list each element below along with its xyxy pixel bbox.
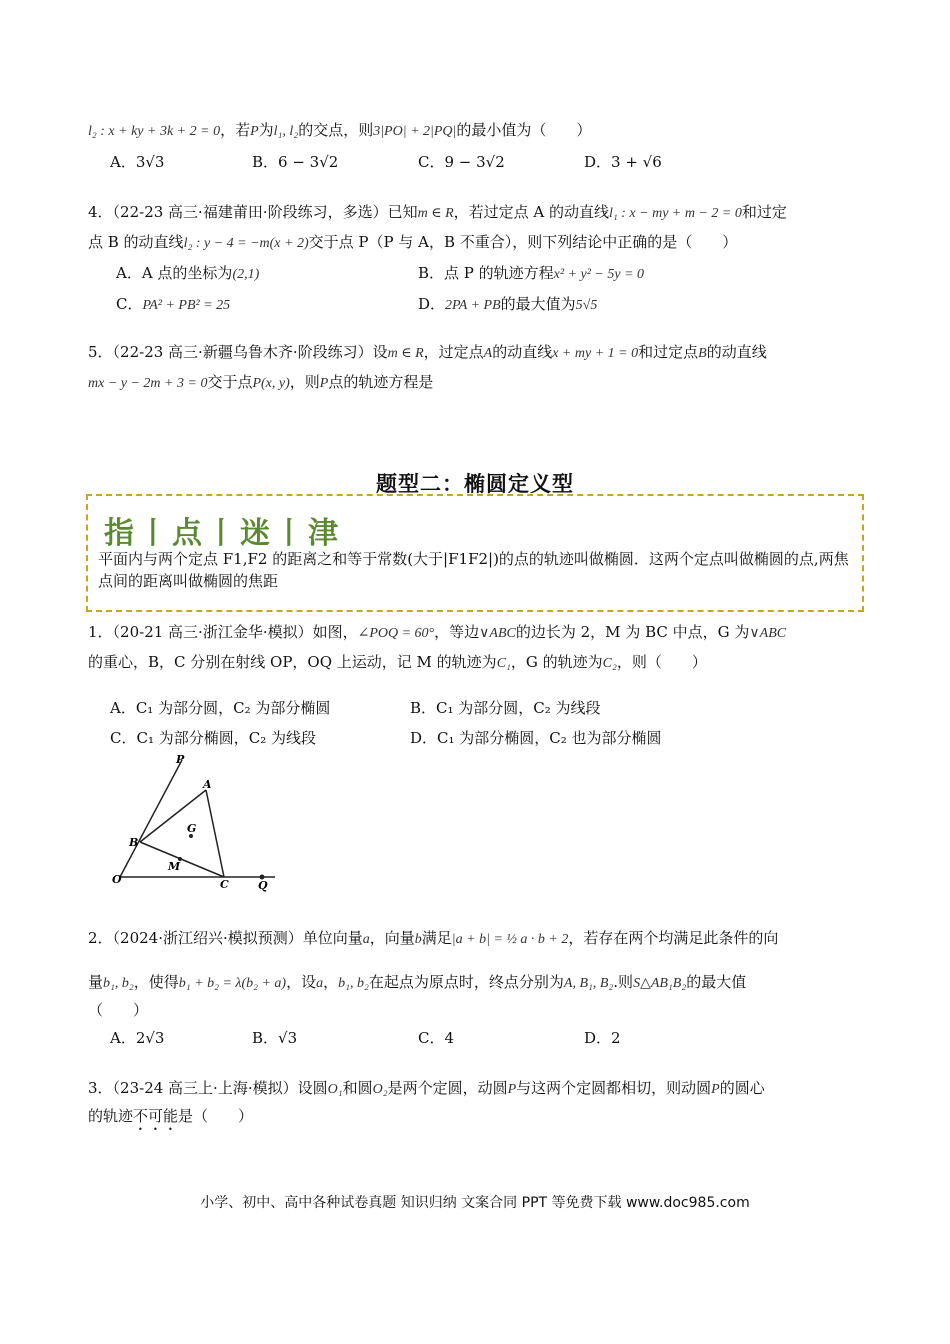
- side-ac: [206, 790, 224, 877]
- q3-option-c: C．9 − 3√2: [418, 153, 505, 171]
- tip-heading: 指丨点丨迷丨津: [104, 516, 342, 551]
- q4-line1: 4．（22-23 高三·福建莆田·阶段练习，多选）已知m ∈ R，若过定点 A 的动直线l₁ : x − my + m − 2 = 0和过定: [88, 203, 787, 221]
- p3-line1: 3．（23-24 高三上·上海·模拟）设圆O₁和圆O₂是两个定圆，动圆P与这两个定圆都相切，则动圆P的圆心: [88, 1079, 765, 1097]
- q5-line1: 5．（22-23 高三·新疆乌鲁木齐·阶段练习）设m ∈ R，过定点A的动直线x + my + 1 = 0和过定点B的动直线: [88, 343, 767, 361]
- q4-option-a: A．A 点的坐标为(2,1): [116, 264, 260, 282]
- triangle-figure: [110, 752, 280, 892]
- section-title: 题型二：椭圆定义型: [376, 472, 574, 496]
- p2-option-a: A．2√3: [110, 1029, 165, 1047]
- label-c: C: [220, 878, 229, 891]
- p2-option-b: B．√3: [252, 1029, 298, 1047]
- label-g: G: [187, 822, 197, 835]
- p1-line1: 1．（20-21 高三·浙江金华·模拟）如图，∠POQ = 60°，等边∨ABC的边长为 2，M 为 BC 中点，G 为∨ABC: [88, 623, 787, 641]
- label-o: O: [112, 873, 122, 886]
- page-footer: 小学、初中、高中各种试卷真题 知识归纳 文案合同 PPT 等免费下载 www.doc985.com: [200, 1195, 750, 1211]
- p2-line2: 量b₁, b₂，使得b₁ + b₂ = λ(b₂ + a)，设a，b₁, b₂在起点为原点时，终点分别为A, B₁, B₂.则S△AB₁B₂的最大值: [88, 973, 747, 991]
- p1-option-d: D．C₁ 为部分椭圆，C₂ 也为部分椭圆: [410, 729, 662, 747]
- p1-option-b: B．C₁ 为部分圆，C₂ 为线段: [410, 699, 601, 717]
- q3-option-d: D．3 + √6: [584, 153, 662, 171]
- p1-line2: 的重心，B，C 分别在射线 OP，OQ 上运动，记 M 的轨迹为C₁，G 的轨迹为C₂，则（ ）: [88, 653, 707, 671]
- q3-option-a: A．3√3: [110, 153, 165, 171]
- p1-option-a: A．C₁ 为部分圆，C₂ 为部分椭圆: [110, 699, 331, 717]
- p2-line1: 2．（2024·浙江绍兴·模拟预测）单位向量a，向量b满足|a + b| = ½ a · b + 2，若存在两个均满足此条件的向: [88, 929, 779, 947]
- q4-option-b: B．点 P 的轨迹方程x² + y² − 5y = 0: [418, 264, 645, 282]
- label-a: A: [203, 778, 212, 791]
- q4-option-d: D．2PA + PB的最大值为5√5: [418, 295, 598, 313]
- q5-line2: mx − y − 2m + 3 = 0交于点P(x, y)，则P点的轨迹方程是: [88, 373, 434, 391]
- q4-option-c: C．PA² + PB² = 25: [116, 295, 231, 313]
- p1-option-c: C．C₁ 为部分椭圆，C₂ 为线段: [110, 729, 316, 747]
- label-p: P: [176, 753, 185, 766]
- label-m: M: [168, 860, 181, 873]
- q3-line1: l₂ : x + ky + 3k + 2 = 0，若P为l₁, l₂的交点，则3|PO| + 2|PQ|的最小值为（ ）: [88, 121, 592, 139]
- p3-line2: 的轨迹不可能是（ ）: [88, 1107, 254, 1125]
- tip-text: 平面内与两个定点 F1,F2 的距离之和等于常数(大于|F1F2|)的点的轨迹叫做椭圆．这两个定点叫做椭圆的点,两焦点间的距离叫做椭圆的焦距: [98, 550, 849, 590]
- q4-line2: 点 B 的动直线l₂ : y − 4 = −m(x + 2)交于点 P（P 与 A，B 不重合），则下列结论中正确的是（ ）: [88, 233, 738, 251]
- p2-option-d: D．2: [584, 1029, 621, 1047]
- q3-option-b: B．6 − 3√2: [252, 153, 339, 171]
- p2-line3: （ ）: [88, 1001, 149, 1019]
- label-b: B: [129, 836, 139, 849]
- p2-option-c: C．4: [418, 1029, 455, 1047]
- side-bc: [140, 842, 224, 877]
- label-q: Q: [258, 879, 268, 892]
